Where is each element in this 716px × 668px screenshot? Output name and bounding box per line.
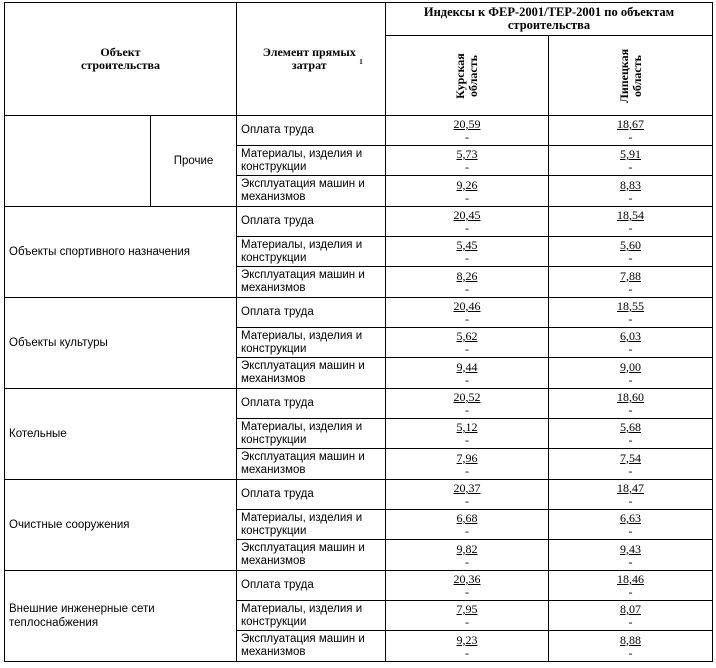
lipetsk-index-value: 8,07 [620, 602, 641, 616]
dash-mark: - [465, 615, 469, 629]
kursk-value-cell [386, 480, 549, 510]
kursk-index-value: 20,52 [453, 390, 481, 404]
lipetsk-value-cell [549, 146, 713, 176]
object-cell: Объекты спортивного назначения [5, 207, 237, 298]
lipetsk-index-value: 9,43 [620, 541, 641, 556]
element-cell: Материалы, изделия и конструкции [237, 601, 386, 631]
dash-mark: - [465, 463, 469, 478]
dash-mark: - [628, 160, 633, 174]
element-cell: Эксплуатация машин и механизмов [237, 176, 386, 207]
dash-mark: - [465, 554, 469, 569]
footnote-marker: 1 [359, 58, 363, 66]
dash-mark: - [465, 372, 469, 387]
lipetsk-index-value: 7,54 [620, 450, 641, 465]
dash-mark: - [465, 221, 469, 235]
dash-mark: - [628, 372, 633, 387]
lipetsk-index-value: 18,47 [617, 481, 644, 495]
dash-mark: - [465, 645, 469, 660]
element-cell: Оплата труда [237, 116, 386, 146]
element-cell: Материалы, изделия и конструкции [237, 419, 386, 449]
kursk-value-cell [386, 267, 549, 298]
lipetsk-header [549, 36, 713, 116]
lipetsk-value-cell [549, 540, 713, 571]
lipetsk-value-cell [549, 358, 713, 389]
object-cell: Очистные сооружения [5, 480, 237, 571]
kursk-value-cell [386, 510, 549, 540]
kursk-value-cell [386, 146, 549, 176]
kursk-index-value: 9,82 [456, 541, 478, 556]
kursk-index-value: 5,45 [456, 238, 478, 252]
kursk-value-cell [386, 540, 549, 571]
lipetsk-index-value: 18,54 [617, 208, 644, 222]
dash-mark: - [465, 342, 469, 356]
dash-mark: - [628, 433, 633, 447]
object-column-header [5, 3, 237, 116]
dash-mark: - [628, 130, 633, 144]
element-column-label: Элемент прямых затрат [262, 45, 356, 72]
object-cell [5, 116, 151, 207]
kursk-index-value: 9,26 [456, 177, 478, 192]
kursk-index-value: 5,12 [456, 420, 478, 434]
dash-mark: - [628, 281, 633, 296]
lipetsk-index-value: 18,46 [617, 572, 644, 586]
element-cell: Материалы, изделия и конструкции [237, 237, 386, 267]
dash-mark: - [628, 615, 633, 629]
kursk-index-value: 9,44 [456, 359, 478, 374]
lipetsk-value-cell [549, 267, 713, 298]
element-cell: Оплата труда [237, 480, 386, 510]
element-cell: Эксплуатация машин и механизмов [237, 631, 386, 662]
element-column-header [237, 3, 386, 116]
lipetsk-value-cell [549, 328, 713, 358]
kursk-value-cell [386, 298, 549, 328]
kursk-value-cell [386, 116, 549, 146]
kursk-index-value: 6,68 [456, 511, 478, 525]
lipetsk-value-cell [549, 601, 713, 631]
kursk-index-value: 20,36 [453, 572, 481, 586]
dash-mark: - [465, 494, 469, 508]
object-column-label: Объект строительства [81, 45, 160, 72]
dash-mark: - [628, 554, 633, 569]
element-cell: Материалы, изделия и конструкции [237, 328, 386, 358]
dash-mark: - [465, 524, 469, 538]
indices-header [386, 3, 713, 36]
dash-mark: - [628, 221, 633, 235]
dash-mark: - [465, 433, 469, 447]
dash-mark: - [465, 312, 469, 326]
object-cell: Объекты культуры [5, 298, 237, 389]
kursk-value-cell [386, 358, 549, 389]
element-cell: Оплата труда [237, 298, 386, 328]
dash-mark: - [628, 463, 633, 478]
dash-mark: - [628, 190, 633, 205]
lipetsk-value-cell [549, 298, 713, 328]
header-row-1 [5, 3, 713, 36]
indices-table [4, 2, 713, 662]
kursk-index-value: 5,62 [456, 329, 478, 343]
lipetsk-value-cell [549, 480, 713, 510]
kursk-value-cell [386, 449, 549, 480]
element-cell: Оплата труда [237, 571, 386, 601]
lipetsk-value-cell [549, 237, 713, 267]
lipetsk-index-value: 5,91 [620, 147, 641, 161]
lipetsk-value-cell [549, 510, 713, 540]
lipetsk-value-cell [549, 449, 713, 480]
lipetsk-index-value: 18,67 [617, 117, 644, 131]
element-cell: Эксплуатация машин и механизмов [237, 449, 386, 480]
dash-mark: - [628, 342, 633, 356]
kursk-header [386, 36, 549, 116]
lipetsk-index-value: 7,88 [620, 268, 641, 283]
lipetsk-value-cell [549, 389, 713, 419]
kursk-label: Курская область [453, 52, 480, 99]
kursk-index-value: 7,96 [456, 450, 478, 465]
kursk-index-value: 9,23 [456, 632, 478, 647]
kursk-value-cell [386, 601, 549, 631]
kursk-index-value: 20,45 [453, 208, 481, 222]
lipetsk-value-cell [549, 571, 713, 601]
lipetsk-index-value: 6,63 [620, 511, 641, 525]
lipetsk-index-value: 18,55 [617, 299, 644, 313]
dash-mark: - [465, 403, 469, 417]
table-row [5, 389, 713, 419]
dash-mark: - [465, 281, 469, 296]
element-cell: Эксплуатация машин и механизмов [237, 267, 386, 298]
kursk-value-cell [386, 571, 549, 601]
kursk-index-value: 5,73 [456, 147, 478, 161]
kursk-value-cell [386, 631, 549, 662]
indices-title: Индексы к ФЕР-2001/ТЕР-2001 по объектам строительства [423, 5, 675, 32]
lipetsk-value-cell [549, 207, 713, 237]
lipetsk-value-cell [549, 176, 713, 207]
lipetsk-index-value: 5,60 [620, 238, 641, 252]
kursk-value-cell [386, 176, 549, 207]
table-row [5, 480, 713, 510]
kursk-index-value: 20,37 [453, 481, 481, 495]
lipetsk-index-value: 18,60 [617, 390, 644, 404]
object-cell: Внешние инженерные сети теплоснабжения [5, 571, 237, 662]
kursk-index-value: 7,95 [456, 602, 478, 616]
kursk-value-cell [386, 207, 549, 237]
table-row [5, 298, 713, 328]
element-cell: Материалы, изделия и конструкции [237, 510, 386, 540]
table-row [5, 207, 713, 237]
dash-mark: - [465, 251, 469, 265]
kursk-index-value: 20,46 [453, 299, 481, 313]
kursk-value-cell [386, 419, 549, 449]
dash-mark: - [628, 403, 633, 417]
lipetsk-label: Липецкая область [616, 48, 644, 103]
element-cell: Эксплуатация машин и механизмов [237, 540, 386, 571]
element-cell: Оплата труда [237, 207, 386, 237]
lipetsk-index-value: 8,88 [620, 632, 641, 647]
lipetsk-value-cell [549, 419, 713, 449]
dash-mark: - [465, 585, 469, 599]
table-row [5, 116, 713, 146]
lipetsk-index-value: 9,00 [620, 359, 641, 374]
subobject-cell: Прочие [151, 116, 237, 207]
dash-mark: - [628, 494, 633, 508]
kursk-value-cell [386, 328, 549, 358]
element-cell: Оплата труда [237, 389, 386, 419]
kursk-index-value: 20,59 [453, 117, 481, 131]
dash-mark: - [465, 160, 469, 174]
dash-mark: - [465, 130, 469, 144]
object-cell: Котельные [5, 389, 237, 480]
dash-mark: - [628, 645, 633, 660]
lipetsk-index-value: 5,68 [620, 420, 641, 434]
dash-mark: - [628, 251, 633, 265]
lipetsk-index-value: 8,83 [620, 177, 641, 192]
kursk-index-value: 8,26 [456, 268, 478, 283]
dash-mark: - [628, 524, 633, 538]
lipetsk-value-cell [549, 631, 713, 662]
element-cell: Эксплуатация машин и механизмов [237, 358, 386, 389]
element-cell: Материалы, изделия и конструкции [237, 146, 386, 176]
kursk-value-cell [386, 389, 549, 419]
dash-mark: - [465, 190, 469, 205]
lipetsk-index-value: 6,03 [620, 329, 641, 343]
dash-mark: - [628, 585, 633, 599]
table-row [5, 571, 713, 601]
kursk-value-cell [386, 237, 549, 267]
lipetsk-value-cell [549, 116, 713, 146]
dash-mark: - [628, 312, 633, 326]
